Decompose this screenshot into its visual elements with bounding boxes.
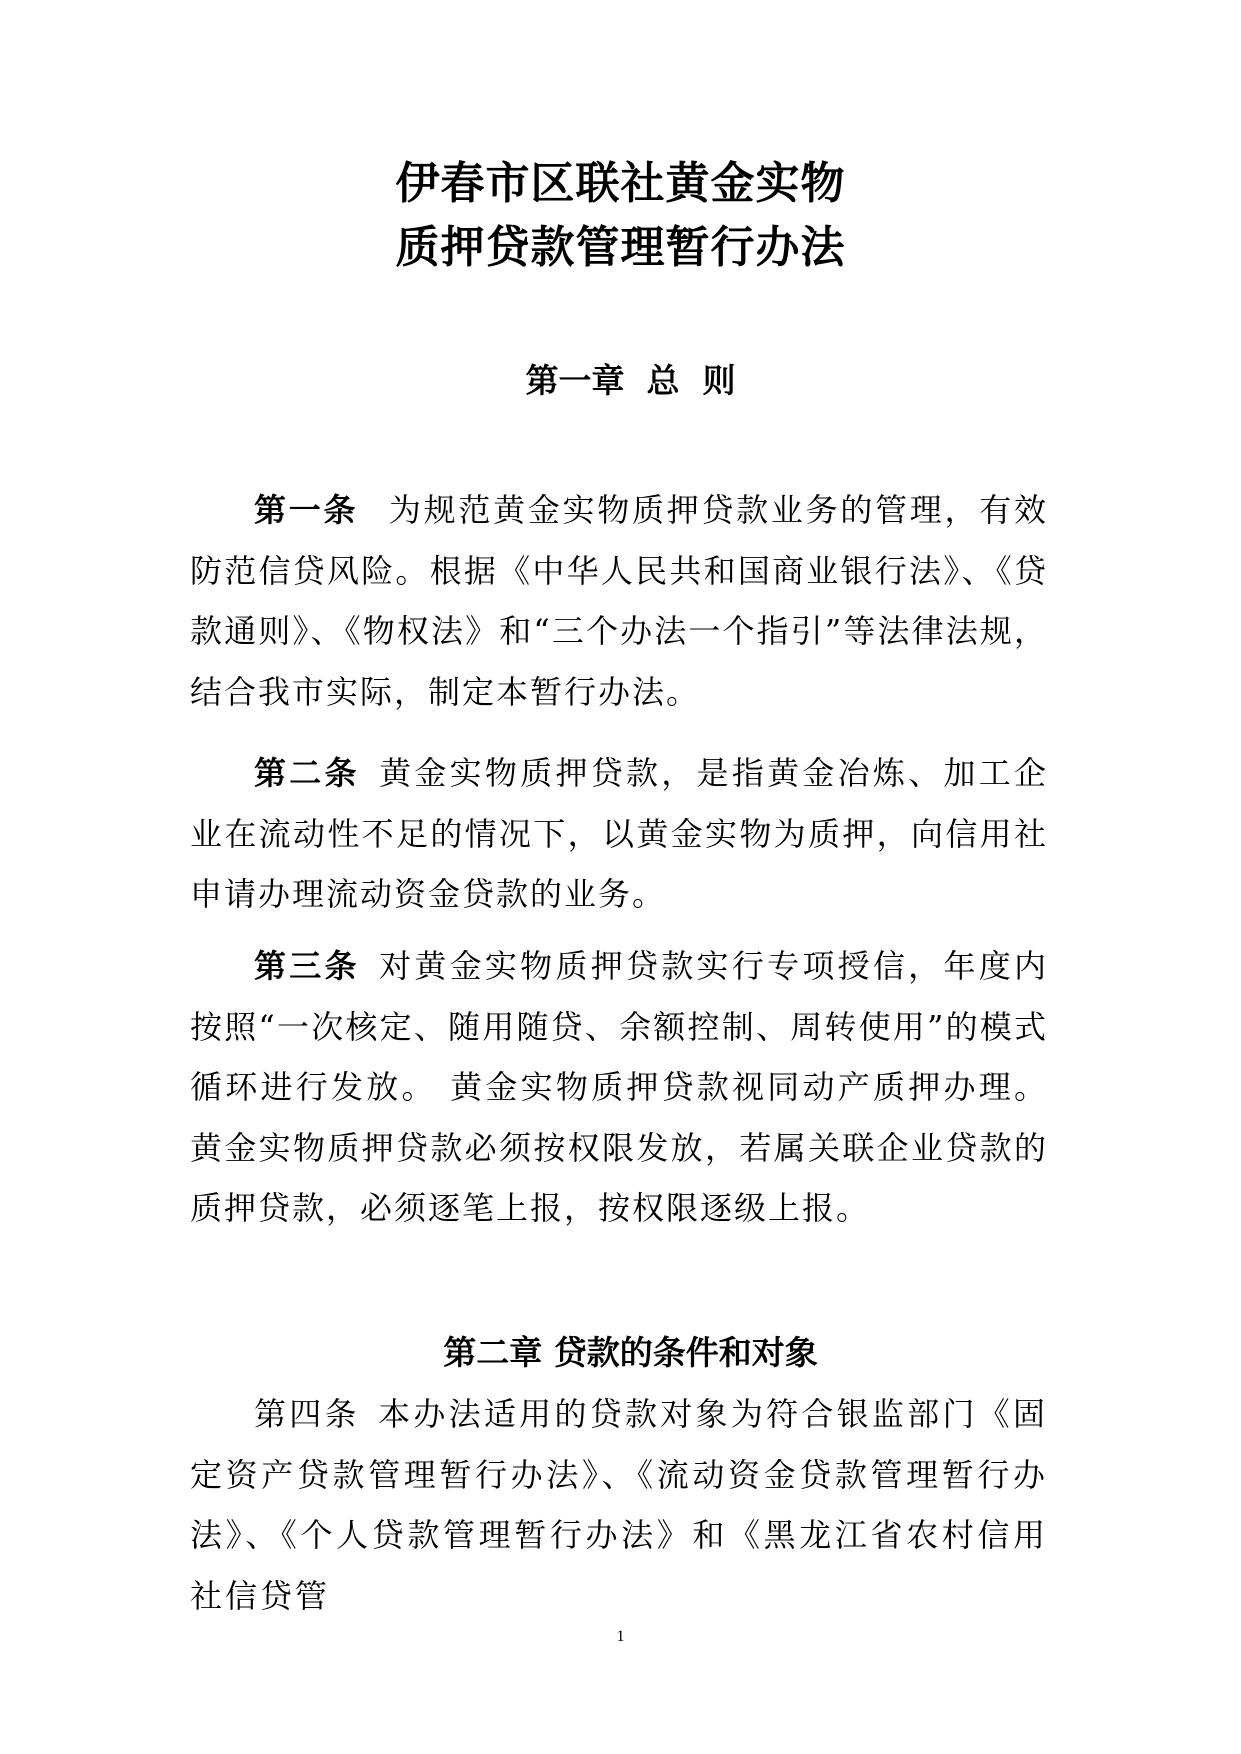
chapter-2-number: 第二章 (443, 1333, 543, 1372)
document-title-line-2: 质押贷款管理暂行办法 (395, 222, 846, 273)
article-4 (190, 1384, 1048, 1626)
article-1 (190, 480, 1048, 722)
article-2-text: 黄金实物质押贷款，是指黄金冶炼、加工企业在流动性不足的情况下，以黄金实物为质押，向信用社申请办理流动资金贷款的业务。 (190, 754, 1048, 913)
chapter-1-number: 第一章 (525, 361, 625, 400)
article-2-label: 第二条 (254, 754, 360, 792)
article-4-label: 第四条 (254, 1395, 360, 1433)
article-3-text: 对黄金实物质押贷款实行专项授信，年度内按照“一次核定、随用随贷、余额控制、周转使用”的模式循环进行发放。 黄金实物质押贷款视同动产质押办理。黄金实物质押贷款必须按权限发放，若属关联企业贷款的质押贷款，必须逐笔上报，按权限逐级上报。 (190, 947, 1048, 1227)
chapter-1-name: 总 则 (646, 361, 736, 400)
chapter-1-heading (0, 361, 1241, 400)
article-3 (190, 936, 1048, 1239)
article-4-text: 本办法适用的贷款对象为符合银监部门《固定资产贷款管理暂行办法》、《流动资金贷款管理暂行办法》、《个人贷款管理暂行办法》和《黑龙江省农村信用社信贷管 (190, 1395, 1048, 1615)
document-title-line-1: 伊春市区联社黄金实物 (395, 158, 846, 209)
article-1-text: 为规范黄金实物质押贷款业务的管理，有效防范信贷风险。根据《中华人民共和国商业银行法》、《贷款通则》、《物权法》和“三个办法一个指引”等法律法规，结合我市实际，制定本暂行办法。 (190, 491, 1048, 711)
chapter-2-name: 贷款的条件和对象 (553, 1333, 818, 1372)
article-1-label: 第一条 (254, 491, 359, 529)
page-number: 1 (616, 1628, 625, 1645)
article-2 (190, 743, 1048, 925)
chapter-2-heading (0, 1333, 1241, 1372)
article-3-label: 第三条 (254, 947, 360, 985)
